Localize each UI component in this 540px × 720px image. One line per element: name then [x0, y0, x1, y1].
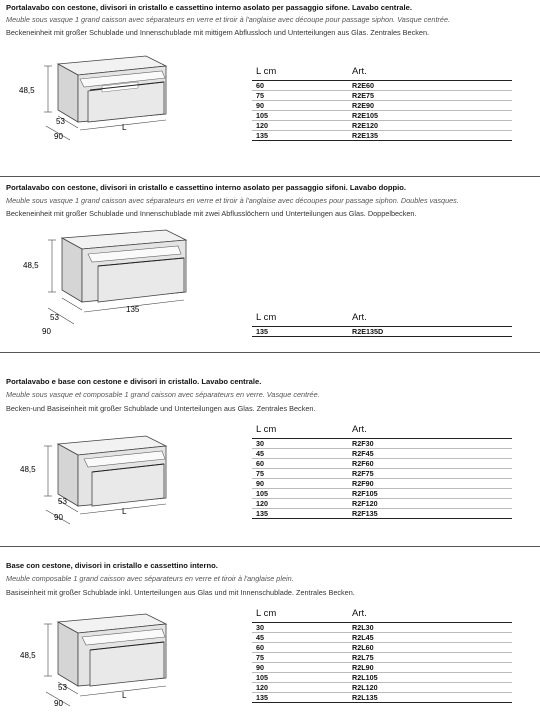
header-article: Art. — [352, 66, 367, 77]
section-subtitle-fr: Meuble sous vasque et composable 1 grand caisson avec séparateurs en verre. Vasque centrée. — [6, 390, 320, 399]
dim-depth: 53 — [58, 497, 67, 506]
cell-length: 30 — [256, 623, 264, 632]
cell-article: R2L45 — [352, 633, 374, 642]
section-subtitle-de: Becken-und Basiseinheit mit großer Schublade und Unterteilungen aus Glas. Zentrales Becken. — [6, 404, 316, 413]
cell-length: 90 — [256, 479, 264, 488]
cell-length: 90 — [256, 101, 264, 110]
cabinet-illustration — [18, 606, 178, 716]
table-header — [252, 424, 512, 438]
cell-length: 75 — [256, 91, 264, 100]
cell-article: R2L105 — [352, 673, 378, 682]
section-divider — [0, 176, 540, 177]
dim-height: 48,5 — [20, 465, 36, 474]
dim-width: 90 — [54, 513, 63, 522]
section-title: Portalavabo con cestone, divisori in cristallo e cassettino interno asolato per passaggio sifone. Lavabo centrale. — [6, 3, 412, 12]
dim-width: 90 — [54, 132, 63, 141]
dim-length: 135 — [126, 305, 140, 314]
cell-length: 120 — [256, 499, 268, 508]
table-row — [252, 101, 512, 111]
table-row — [252, 643, 512, 653]
table-rows — [252, 326, 512, 337]
cell-article: R2L75 — [352, 653, 374, 662]
dim-length: L — [122, 507, 127, 516]
section-subtitle-fr: Meuble sous vasque 1 grand caisson avec séparateurs en verre et tiroir à l'anglaise avec découpes pour passage siphon. Doubles vasques. — [6, 196, 459, 205]
cell-length: 75 — [256, 469, 264, 478]
cell-length: 45 — [256, 633, 264, 642]
header-length: L cm — [256, 312, 277, 323]
header-article: Art. — [352, 608, 367, 619]
cell-length: 60 — [256, 643, 264, 652]
cell-article: R2F30 — [352, 439, 374, 448]
cell-length: 45 — [256, 449, 264, 458]
cell-length: 135 — [256, 693, 268, 702]
cell-article: R2F90 — [352, 479, 374, 488]
table-row — [252, 489, 512, 499]
section-subtitle-fr: Meuble composable 1 grand caisson avec séparateurs en verre et tiroir à l'anglaise plein. — [6, 574, 294, 583]
cell-length: 105 — [256, 489, 268, 498]
cell-length: 75 — [256, 653, 264, 662]
cabinet-illustration — [18, 222, 188, 344]
cell-length: 30 — [256, 439, 264, 448]
table-rows — [252, 622, 512, 703]
cell-article: R2E75 — [352, 91, 374, 100]
cell-article: R2L90 — [352, 663, 374, 672]
cell-length: 105 — [256, 673, 268, 682]
dim-width: 90 — [54, 699, 63, 708]
table-row — [252, 111, 512, 121]
dim-depth: 53 — [56, 117, 65, 126]
table-row — [252, 439, 512, 449]
table-row — [252, 683, 512, 693]
cell-length: 135 — [256, 327, 268, 336]
table-header — [252, 312, 512, 326]
section-subtitle-de: Basiseinheit mit großer Schublade inkl. Unterteilungen aus Glas und mit Innenschublade. Zentrales Becken. — [6, 588, 355, 597]
cell-length: 60 — [256, 459, 264, 468]
header-length: L cm — [256, 66, 277, 77]
cell-article: R2E90 — [352, 101, 374, 110]
table-header — [252, 66, 512, 80]
cell-article: R2F60 — [352, 459, 374, 468]
section-subtitle-de: Beckeneinheit mit großer Schublade und Innenschublade mit mittigem Abflussloch und Unterteilungen aus Glas. Zentrales Becken. — [6, 28, 430, 37]
cell-article: R2L60 — [352, 643, 374, 652]
table-row — [252, 693, 512, 703]
section-subtitle-fr: Meuble sous vasque 1 grand caisson avec séparateurs en verre et tiroir à l'anglaise avec découpe pour passage siphon. Vasque centrée. — [6, 15, 451, 24]
table-row — [252, 327, 512, 337]
table-row — [252, 449, 512, 459]
cabinet-illustration — [18, 426, 178, 532]
table-row — [252, 131, 512, 141]
section-divider — [0, 546, 540, 547]
section-title: Portalavabo e base con cestone e divisori in cristallo. Lavabo centrale. — [6, 377, 262, 386]
cell-length: 135 — [256, 131, 268, 140]
cell-length: 90 — [256, 663, 264, 672]
table-row — [252, 673, 512, 683]
cell-length: 135 — [256, 509, 268, 518]
header-article: Art. — [352, 312, 367, 323]
header-length: L cm — [256, 424, 277, 435]
cell-article: R2L135 — [352, 693, 378, 702]
cell-article: R2F75 — [352, 469, 374, 478]
dim-width: 90 — [42, 327, 51, 336]
cabinet-illustration — [18, 44, 178, 150]
table-row — [252, 509, 512, 519]
cell-article: R2F45 — [352, 449, 374, 458]
article-table — [252, 608, 512, 703]
cell-article: R2E120 — [352, 121, 378, 130]
article-table — [252, 66, 512, 141]
cell-length: 105 — [256, 111, 268, 120]
table-row — [252, 81, 512, 91]
table-row — [252, 633, 512, 643]
cell-length: 60 — [256, 81, 264, 90]
section-subtitle-de: Beckeneinheit mit großer Schublade und Innenschublade mit zwei Abflusslöchern und Unterteilungen aus Glas. Doppelbecken. — [6, 209, 417, 218]
table-row — [252, 499, 512, 509]
table-row — [252, 479, 512, 489]
cell-article: R2F135 — [352, 509, 378, 518]
table-row — [252, 121, 512, 131]
article-table — [252, 424, 512, 519]
table-header — [252, 608, 512, 622]
cell-article: R2F105 — [352, 489, 378, 498]
section-title: Portalavabo con cestone, divisori in cristallo e cassettino interno asolato per passaggio sifoni. Lavabo doppio. — [6, 183, 407, 192]
header-article: Art. — [352, 424, 367, 435]
dim-depth: 53 — [58, 683, 67, 692]
dim-height: 48,5 — [23, 261, 39, 270]
cell-article: R2E60 — [352, 81, 374, 90]
section-title: Base con cestone, divisori in cristallo e cassettino interno. — [6, 561, 218, 570]
table-rows — [252, 438, 512, 519]
dim-length: L — [122, 691, 127, 700]
cell-article: R2L120 — [352, 683, 378, 692]
cell-article: R2F120 — [352, 499, 378, 508]
table-row — [252, 653, 512, 663]
table-row — [252, 469, 512, 479]
table-row — [252, 459, 512, 469]
cell-article: R2L30 — [352, 623, 374, 632]
article-table — [252, 312, 512, 337]
dim-height: 48,5 — [19, 86, 35, 95]
dim-height: 48,5 — [20, 651, 36, 660]
dim-length: L — [122, 123, 127, 132]
cell-article: R2E135 — [352, 131, 378, 140]
cell-article: R2E105 — [352, 111, 378, 120]
dim-depth: 53 — [50, 313, 59, 322]
section-divider — [0, 352, 540, 353]
header-length: L cm — [256, 608, 277, 619]
table-row — [252, 623, 512, 633]
table-row — [252, 663, 512, 673]
cell-length: 120 — [256, 683, 268, 692]
table-rows — [252, 80, 512, 141]
cell-length: 120 — [256, 121, 268, 130]
cell-article: R2E135D — [352, 327, 384, 336]
table-row — [252, 91, 512, 101]
